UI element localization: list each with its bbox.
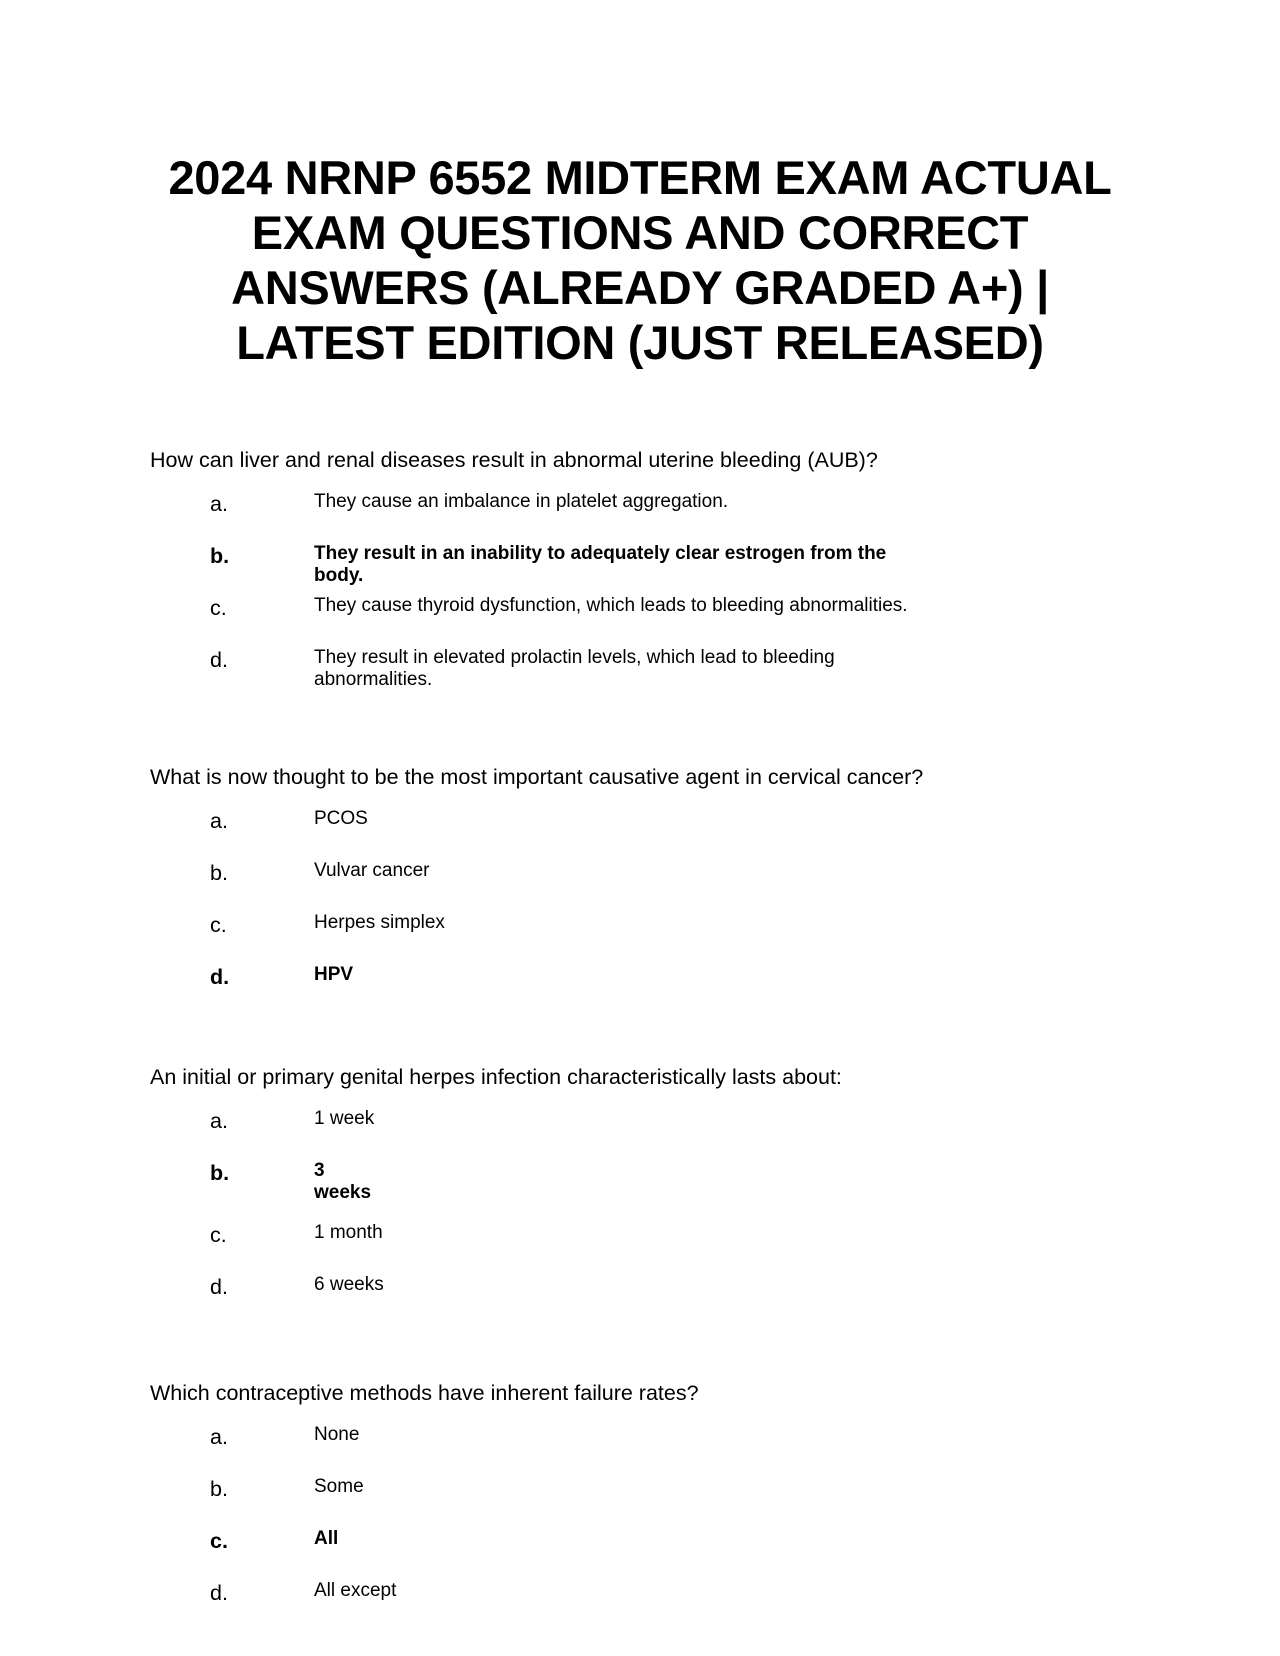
option-text: HPV	[314, 964, 354, 985]
option-letter: a.	[210, 1425, 228, 1449]
option-letter: c.	[210, 913, 227, 937]
option-letter: c.	[210, 1223, 227, 1247]
option-letter: b.	[210, 1161, 230, 1185]
option-text: They cause thyroid dysfunction, which leads to bleeding abnormalities.	[314, 595, 908, 616]
option-letter: a.	[210, 809, 228, 833]
question-1	[150, 447, 1150, 690]
option-letter: a.	[210, 1109, 228, 1133]
option-text: Some	[314, 1476, 364, 1497]
option-letter: a.	[210, 492, 228, 516]
title-line: 2024 NRNP 6552 MIDTERM EXAM ACTUAL	[168, 151, 1112, 204]
option-letter: d.	[210, 648, 228, 672]
option-text: They result in elevated prolactin levels, which lead to bleeding abnormalities.	[314, 647, 835, 690]
option-letter: d.	[210, 1275, 228, 1299]
question-text: What is now thought to be the most important causative agent in cervical cancer?	[150, 765, 924, 789]
question-text: An initial or primary genital herpes infection characteristically lasts about:	[150, 1065, 842, 1089]
title-line: EXAM QUESTIONS AND CORRECT	[251, 206, 1029, 259]
option-letter: c.	[210, 596, 227, 620]
option-text: All	[314, 1528, 339, 1549]
option-letter: d.	[210, 1581, 228, 1605]
question-4	[150, 1380, 1150, 1605]
question-3	[150, 1064, 1150, 1299]
title-line: LATEST EDITION (JUST RELEASED)	[236, 316, 1044, 369]
option-letter: b.	[210, 1477, 228, 1501]
question-text: Which contraceptive methods have inherent failure rates?	[150, 1381, 699, 1405]
option-text: Vulvar cancer	[314, 860, 430, 881]
option-text: PCOS	[314, 808, 368, 829]
option-text: They result in an inability to adequately clear estrogen from the body.	[314, 543, 887, 586]
option-text: 1 month	[314, 1222, 383, 1243]
question-text: How can liver and renal diseases result in abnormal uterine bleeding (AUB)?	[150, 448, 878, 472]
question-2	[150, 764, 1150, 989]
option-letter: b.	[210, 544, 230, 568]
option-text: 6 weeks	[314, 1274, 384, 1295]
option-letter: d.	[210, 965, 230, 989]
option-text: All except	[314, 1580, 397, 1601]
title-line: ANSWERS (ALREADY GRADED A+) |	[231, 261, 1049, 314]
document-title	[140, 150, 1140, 370]
option-text: None	[314, 1424, 360, 1445]
option-letter: c.	[210, 1529, 228, 1553]
option-text: They cause an imbalance in platelet aggregation.	[314, 491, 729, 512]
option-text: 1 week	[314, 1108, 375, 1129]
option-text: 3 weeks	[314, 1160, 372, 1203]
option-letter: b.	[210, 861, 228, 885]
option-text: Herpes simplex	[314, 912, 445, 933]
